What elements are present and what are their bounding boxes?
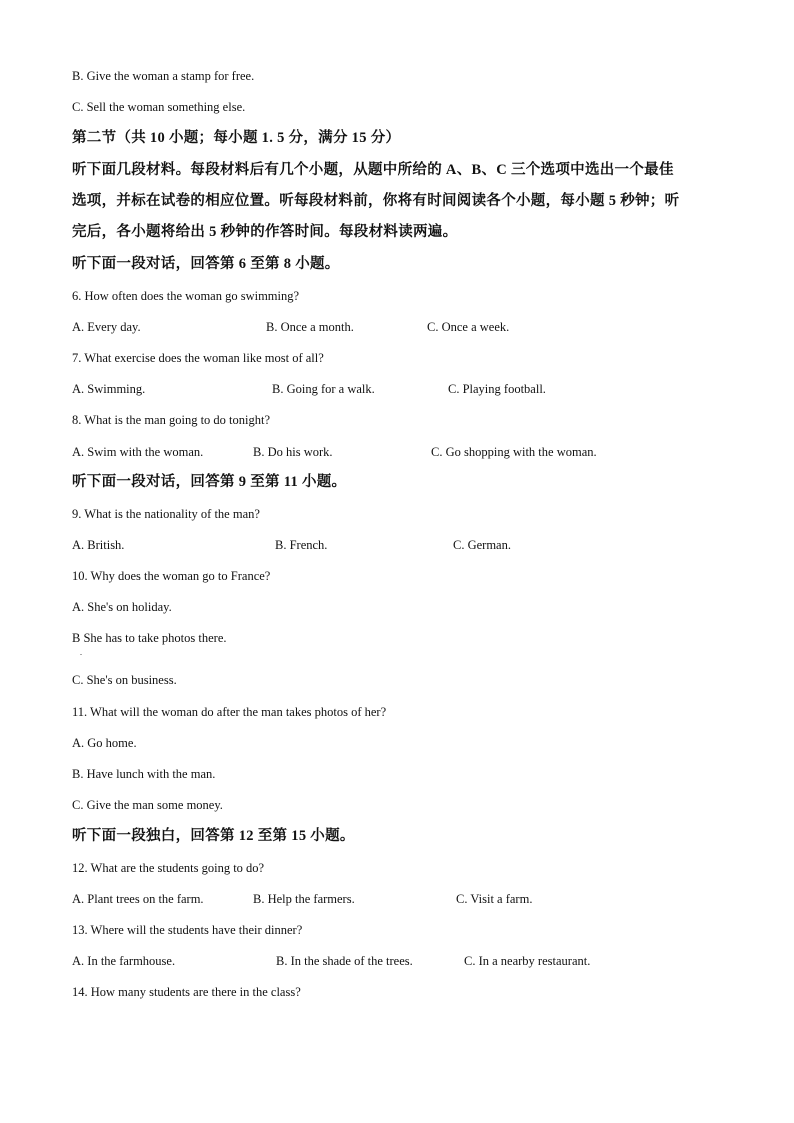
group-header-9-11: 听下面一段对话，回答第 9 至第 11 小题。 xyxy=(72,474,347,490)
instructions-line-1: 听下面几段材料。每段材料后有几个小题，从题中所给的 A、B、C 三个选项中选出一个最佳 xyxy=(72,162,674,178)
q13-option-a: A. In the farmhouse. xyxy=(72,954,176,968)
question-9: 9. What is the nationality of the man? xyxy=(72,507,260,521)
q9-option-c: C. German. xyxy=(453,538,511,552)
instructions-line-3: 完后，各小题将给出 5 秒钟的作答时间。每段材料读两遍。 xyxy=(72,224,458,240)
q12-option-c: C. Visit a farm. xyxy=(456,892,533,906)
q10-option-b: B She has to take photos there. xyxy=(72,631,227,645)
q7-option-a: A. Swimming. xyxy=(72,382,146,396)
q9-option-a: A. British. xyxy=(72,538,125,552)
q6-option-a: A. Every day. xyxy=(72,320,141,334)
q11-option-c: C. Give the man some money. xyxy=(72,798,223,812)
q6-option-c: C. Once a week. xyxy=(427,320,510,334)
question-6: 6. How often does the woman go swimming? xyxy=(72,289,300,303)
q8-option-b: B. Do his work. xyxy=(253,445,333,459)
question-13: 13. Where will the students have their dinner? xyxy=(72,923,303,937)
group-header-12-15: 听下面一段独白，回答第 12 至第 15 小题。 xyxy=(72,828,355,844)
q8-option-c: C. Go shopping with the woman. xyxy=(431,445,597,459)
q7-option-b: B. Going for a walk. xyxy=(272,382,375,396)
section-title: 第二节（共 10 小题；每小题 1. 5 分，满分 15 分） xyxy=(72,130,401,146)
q11-option-a: A. Go home. xyxy=(72,736,137,750)
question-12: 12. What are the students going to do? xyxy=(72,861,265,875)
q11-option-b: B. Have lunch with the man. xyxy=(72,767,216,781)
q8-option-a: A. Swim with the woman. xyxy=(72,445,204,459)
question-8: 8. What is the man going to do tonight? xyxy=(72,413,271,427)
question-7: 7. What exercise does the woman like most of all? xyxy=(72,351,324,365)
question-11: 11. What will the woman do after the man takes photos of her? xyxy=(72,705,387,719)
q10-option-a: A. She's on holiday. xyxy=(72,600,172,614)
group-header-6-8: 听下面一段对话，回答第 6 至第 8 小题。 xyxy=(72,256,340,272)
q6-option-b: B. Once a month. xyxy=(266,320,354,334)
q13-option-b: B. In the shade of the trees. xyxy=(276,954,413,968)
option-c-q5: C. Sell the woman something else. xyxy=(72,100,246,114)
q10-option-c: C. She's on business. xyxy=(72,673,177,687)
q9-option-b: B. French. xyxy=(275,538,328,552)
question-10: 10. Why does the woman go to France? xyxy=(72,569,271,583)
q13-option-c: C. In a nearby restaurant. xyxy=(464,954,591,968)
q12-option-b: B. Help the farmers. xyxy=(253,892,355,906)
instructions-line-2: 选项，并标在试卷的相应位置。听每段材料前，你将有时间阅读各个小题，每小题 5 秒钟；听 xyxy=(72,193,680,209)
q7-option-c: C. Playing football. xyxy=(448,382,546,396)
stray-dot: . xyxy=(80,648,82,657)
option-b-q5: B. Give the woman a stamp for free. xyxy=(72,69,255,83)
question-14: 14. How many students are there in the class? xyxy=(72,985,301,999)
q12-option-a: A. Plant trees on the farm. xyxy=(72,892,204,906)
